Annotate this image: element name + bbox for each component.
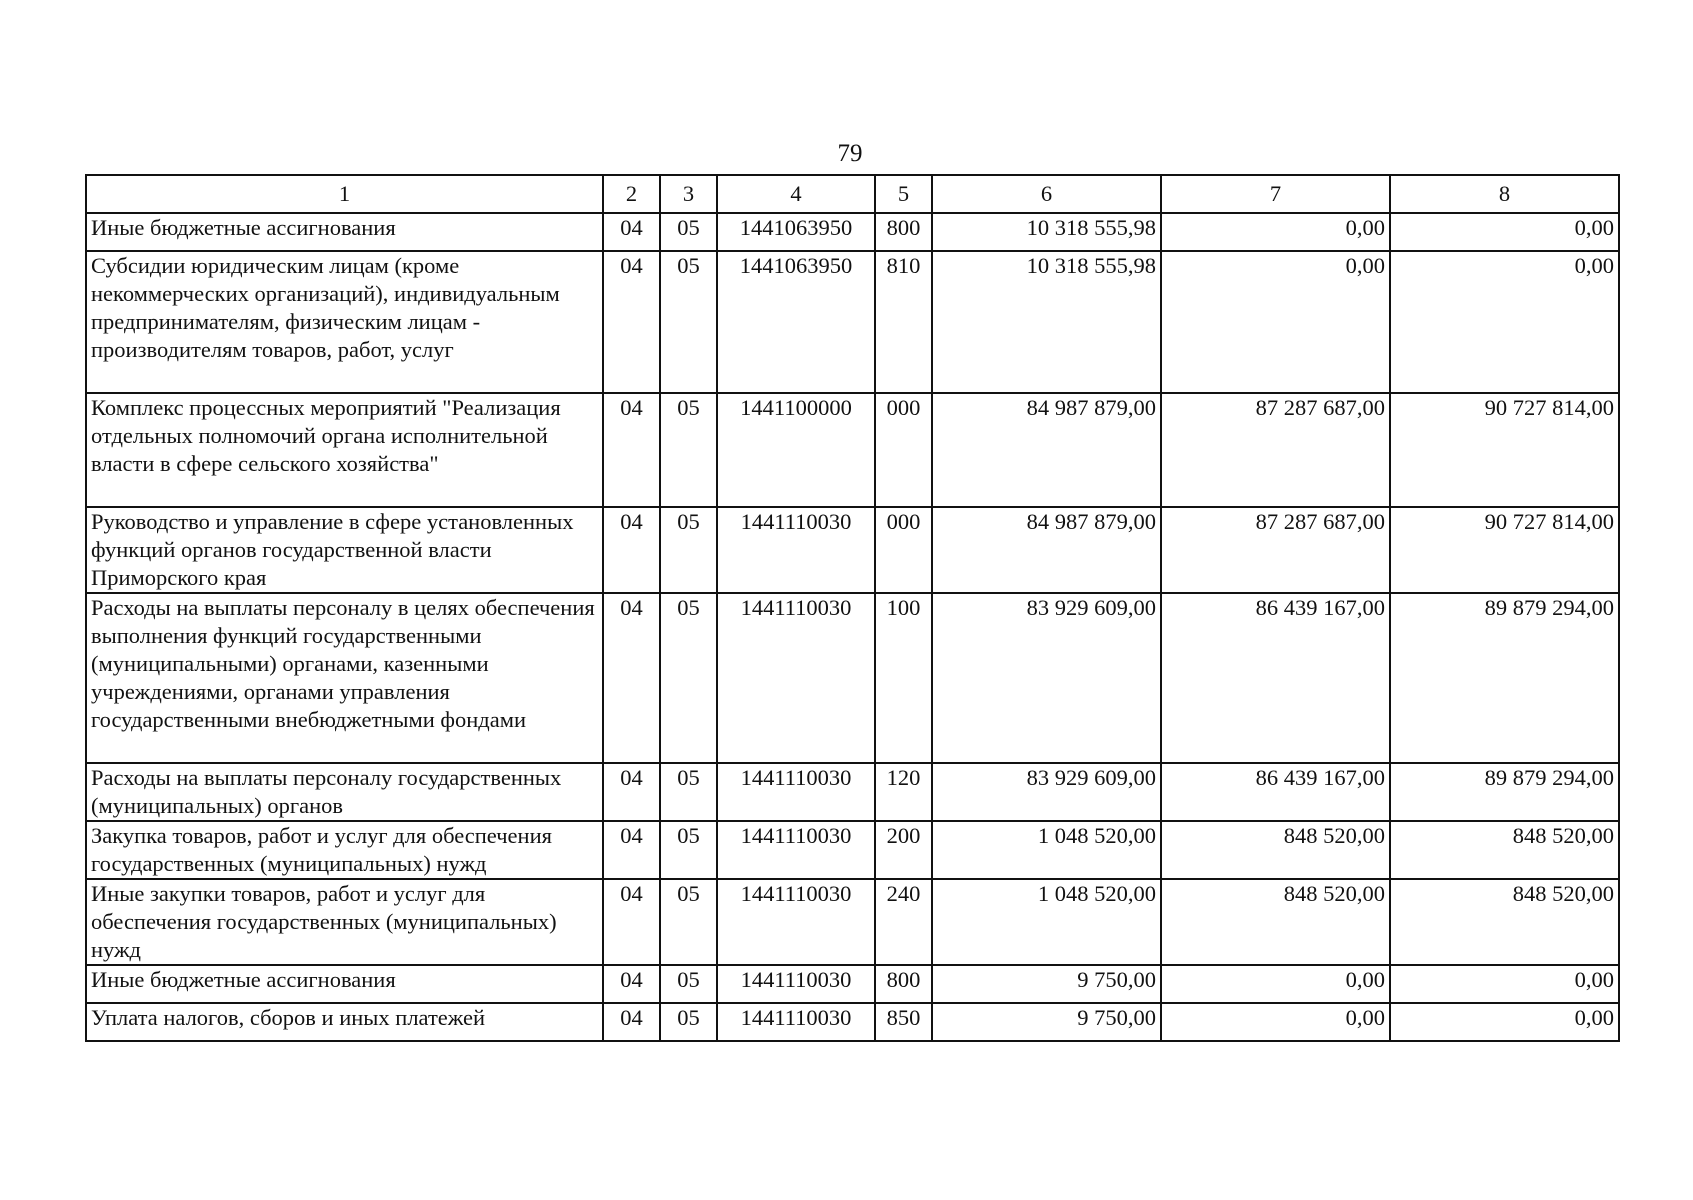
table-row — [86, 393, 1619, 507]
header-col-3: 3 — [660, 175, 717, 213]
budget-table — [85, 174, 1620, 1042]
row-name: Расходы на выплаты персоналу государственных (муниципальных) органов — [86, 763, 603, 821]
row-section: 04 — [603, 879, 660, 965]
row-amount-col6: 9 750,00 — [932, 965, 1161, 1003]
row-target-article: 1441110030 — [717, 879, 875, 965]
row-amount-col8: 0,00 — [1390, 965, 1619, 1003]
row-expense-type: 000 — [875, 507, 932, 593]
row-amount-col7: 848 520,00 — [1161, 879, 1390, 965]
header-col-1: 1 — [86, 175, 603, 213]
row-amount-col6: 83 929 609,00 — [932, 593, 1161, 763]
row-amount-col8: 89 879 294,00 — [1390, 763, 1619, 821]
row-expense-type: 810 — [875, 251, 932, 393]
table-row — [86, 763, 1619, 821]
row-target-article: 1441110030 — [717, 763, 875, 821]
row-expense-type: 100 — [875, 593, 932, 763]
row-name: Иные бюджетные ассигнования — [86, 965, 603, 1003]
table-row — [86, 821, 1619, 879]
header-col-2: 2 — [603, 175, 660, 213]
row-subsection: 05 — [660, 821, 717, 879]
row-section: 04 — [603, 213, 660, 251]
row-amount-col6: 84 987 879,00 — [932, 393, 1161, 507]
row-expense-type: 120 — [875, 763, 932, 821]
header-col-7: 7 — [1161, 175, 1390, 213]
row-subsection: 05 — [660, 1003, 717, 1041]
row-amount-col6: 10 318 555,98 — [932, 251, 1161, 393]
row-target-article: 1441110030 — [717, 821, 875, 879]
row-amount-col7: 87 287 687,00 — [1161, 507, 1390, 593]
row-expense-type: 000 — [875, 393, 932, 507]
row-name: Закупка товаров, работ и услуг для обеспечения государственных (муниципальных) нужд — [86, 821, 603, 879]
row-name: Комплекс процессных мероприятий "Реализация отдельных полномочий органа исполнительной власти в сфере сельского хозяйства" — [86, 393, 603, 507]
row-target-article: 1441110030 — [717, 965, 875, 1003]
row-target-article: 1441110030 — [717, 507, 875, 593]
row-section: 04 — [603, 507, 660, 593]
header-col-6: 6 — [932, 175, 1161, 213]
row-amount-col6: 83 929 609,00 — [932, 763, 1161, 821]
row-name: Субсидии юридическим лицам (кроме некоммерческих организаций), индивидуальным предпринимателям, физическим лицам - производителям товаров, работ, услуг — [86, 251, 603, 393]
row-subsection: 05 — [660, 251, 717, 393]
header-col-8: 8 — [1390, 175, 1619, 213]
table-row — [86, 213, 1619, 251]
row-target-article: 1441110030 — [717, 593, 875, 763]
row-section: 04 — [603, 1003, 660, 1041]
row-amount-col8: 0,00 — [1390, 213, 1619, 251]
row-amount-col6: 9 750,00 — [932, 1003, 1161, 1041]
table-header-row — [86, 175, 1619, 213]
row-name: Уплата налогов, сборов и иных платежей — [86, 1003, 603, 1041]
row-amount-col7: 0,00 — [1161, 251, 1390, 393]
row-name: Руководство и управление в сфере установленных функций органов государственной власти Приморского края — [86, 507, 603, 593]
page-number: 79 — [837, 140, 863, 167]
row-expense-type: 240 — [875, 879, 932, 965]
row-name: Иные закупки товаров, работ и услуг для обеспечения государственных (муниципальных) нужд — [86, 879, 603, 965]
row-section: 04 — [603, 763, 660, 821]
table-row — [86, 1003, 1619, 1041]
row-amount-col7: 0,00 — [1161, 1003, 1390, 1041]
row-amount-col8: 90 727 814,00 — [1390, 393, 1619, 507]
table-row — [86, 593, 1619, 763]
table-row — [86, 965, 1619, 1003]
row-subsection: 05 — [660, 879, 717, 965]
row-amount-col7: 848 520,00 — [1161, 821, 1390, 879]
row-amount-col7: 86 439 167,00 — [1161, 593, 1390, 763]
row-amount-col7: 0,00 — [1161, 213, 1390, 251]
row-amount-col8: 89 879 294,00 — [1390, 593, 1619, 763]
row-name: Расходы на выплаты персоналу в целях обеспечения выполнения функций государственными (муниципальными) органами, казенными учреждениями, органами управления государственными внебюджетными фондами — [86, 593, 603, 763]
row-section: 04 — [603, 593, 660, 763]
table-row — [86, 879, 1619, 965]
row-amount-col7: 0,00 — [1161, 965, 1390, 1003]
row-expense-type: 850 — [875, 1003, 932, 1041]
row-subsection: 05 — [660, 507, 717, 593]
row-amount-col6: 10 318 555,98 — [932, 213, 1161, 251]
row-section: 04 — [603, 393, 660, 507]
row-section: 04 — [603, 965, 660, 1003]
row-subsection: 05 — [660, 763, 717, 821]
row-subsection: 05 — [660, 393, 717, 507]
row-amount-col8: 848 520,00 — [1390, 821, 1619, 879]
row-amount-col6: 1 048 520,00 — [932, 879, 1161, 965]
row-target-article: 1441063950 — [717, 213, 875, 251]
row-subsection: 05 — [660, 965, 717, 1003]
row-expense-type: 800 — [875, 213, 932, 251]
row-expense-type: 200 — [875, 821, 932, 879]
row-amount-col6: 84 987 879,00 — [932, 507, 1161, 593]
row-name: Иные бюджетные ассигнования — [86, 213, 603, 251]
table-row — [86, 507, 1619, 593]
row-subsection: 05 — [660, 593, 717, 763]
row-section: 04 — [603, 821, 660, 879]
header-col-4: 4 — [717, 175, 875, 213]
row-subsection: 05 — [660, 213, 717, 251]
header-col-5: 5 — [875, 175, 932, 213]
row-section: 04 — [603, 251, 660, 393]
row-expense-type: 800 — [875, 965, 932, 1003]
table-row — [86, 251, 1619, 393]
row-amount-col8: 90 727 814,00 — [1390, 507, 1619, 593]
row-amount-col7: 86 439 167,00 — [1161, 763, 1390, 821]
row-amount-col8: 848 520,00 — [1390, 879, 1619, 965]
row-target-article: 1441110030 — [717, 1003, 875, 1041]
row-target-article: 1441100000 — [717, 393, 875, 507]
row-amount-col7: 87 287 687,00 — [1161, 393, 1390, 507]
row-target-article: 1441063950 — [717, 251, 875, 393]
row-amount-col8: 0,00 — [1390, 1003, 1619, 1041]
row-amount-col6: 1 048 520,00 — [932, 821, 1161, 879]
row-amount-col8: 0,00 — [1390, 251, 1619, 393]
